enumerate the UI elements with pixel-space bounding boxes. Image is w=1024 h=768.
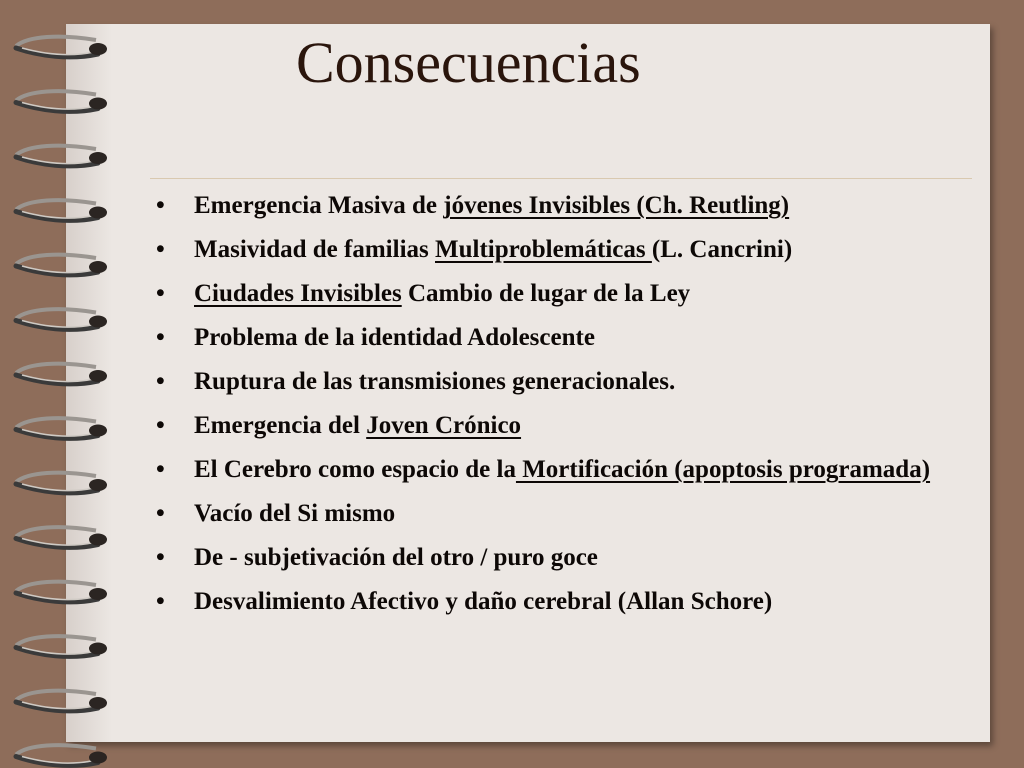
title-divider [150,178,972,179]
bullet-item [152,540,952,575]
bullet-item [152,232,952,267]
spiral-coil [16,636,107,656]
bullet-dot: • [156,544,165,571]
bullet-item [152,188,952,223]
spiral-coil [16,309,107,329]
bullet-item [152,276,952,311]
bullet-list [152,188,952,628]
bullet-item [152,452,952,487]
bullet-item [152,584,952,619]
bullet-dot: • [156,236,165,263]
slide-title: Consecuencias [296,30,641,95]
spiral-coil [16,91,107,111]
bullet-dot: • [156,280,165,307]
bullet-dot: • [156,192,165,219]
bullet-dot: • [156,412,165,439]
bullet-dot: • [156,500,165,527]
bullet-text: Ruptura de las transmisiones generacionales. [194,368,676,395]
bullet-text: Emergencia Masiva de [194,192,444,219]
spiral-coil [16,255,107,275]
underlined-text: Multiproblemáticas [435,236,652,263]
spiral-coil [16,146,107,166]
bullet-text: De - subjetivación del otro / puro goce [194,544,598,571]
bullet-item [152,496,952,531]
spiral-coil [16,364,107,384]
bullet-dot: • [156,588,165,615]
bullet-text: (L. Cancrini) [651,236,793,263]
spiral-coil [16,418,107,438]
spiral-coil [16,691,107,711]
spiral-coil [16,37,107,57]
bullet-item [152,320,952,355]
spiral-binding-icon [0,0,130,768]
bullet-text: Problema de la identidad Adolescente [194,324,595,351]
bullet-text: Vacío del Si mismo [194,500,396,527]
bullet-dot: • [156,368,165,395]
underlined-text: Ciudades Invisibles [194,280,402,307]
spiral-coil [16,745,107,765]
bullet-text: El Cerebro como espacio de la [194,456,516,483]
bullet-item [152,408,952,443]
underlined-text: Mortificación (apoptosis programada) [515,456,931,483]
bullet-text: Emergencia del [194,412,367,439]
spiral-coil [16,582,107,602]
underlined-text: Joven Crónico [366,412,522,439]
bullet-dot: • [156,324,165,351]
bullet-text: Cambio de lugar de la Ley [401,280,691,307]
spiral-coil [16,527,107,547]
underlined-text: jóvenes Invisibles (Ch. Reutling) [443,192,790,219]
spiral-coil [16,473,107,493]
spiral-coil [16,200,107,220]
bullet-text: Masividad de familias [194,236,435,263]
bullet-item [152,364,952,399]
bullet-dot: • [156,456,165,483]
bullet-text: Desvalimiento Afectivo y daño cerebral (Allan Schore) [194,588,773,615]
